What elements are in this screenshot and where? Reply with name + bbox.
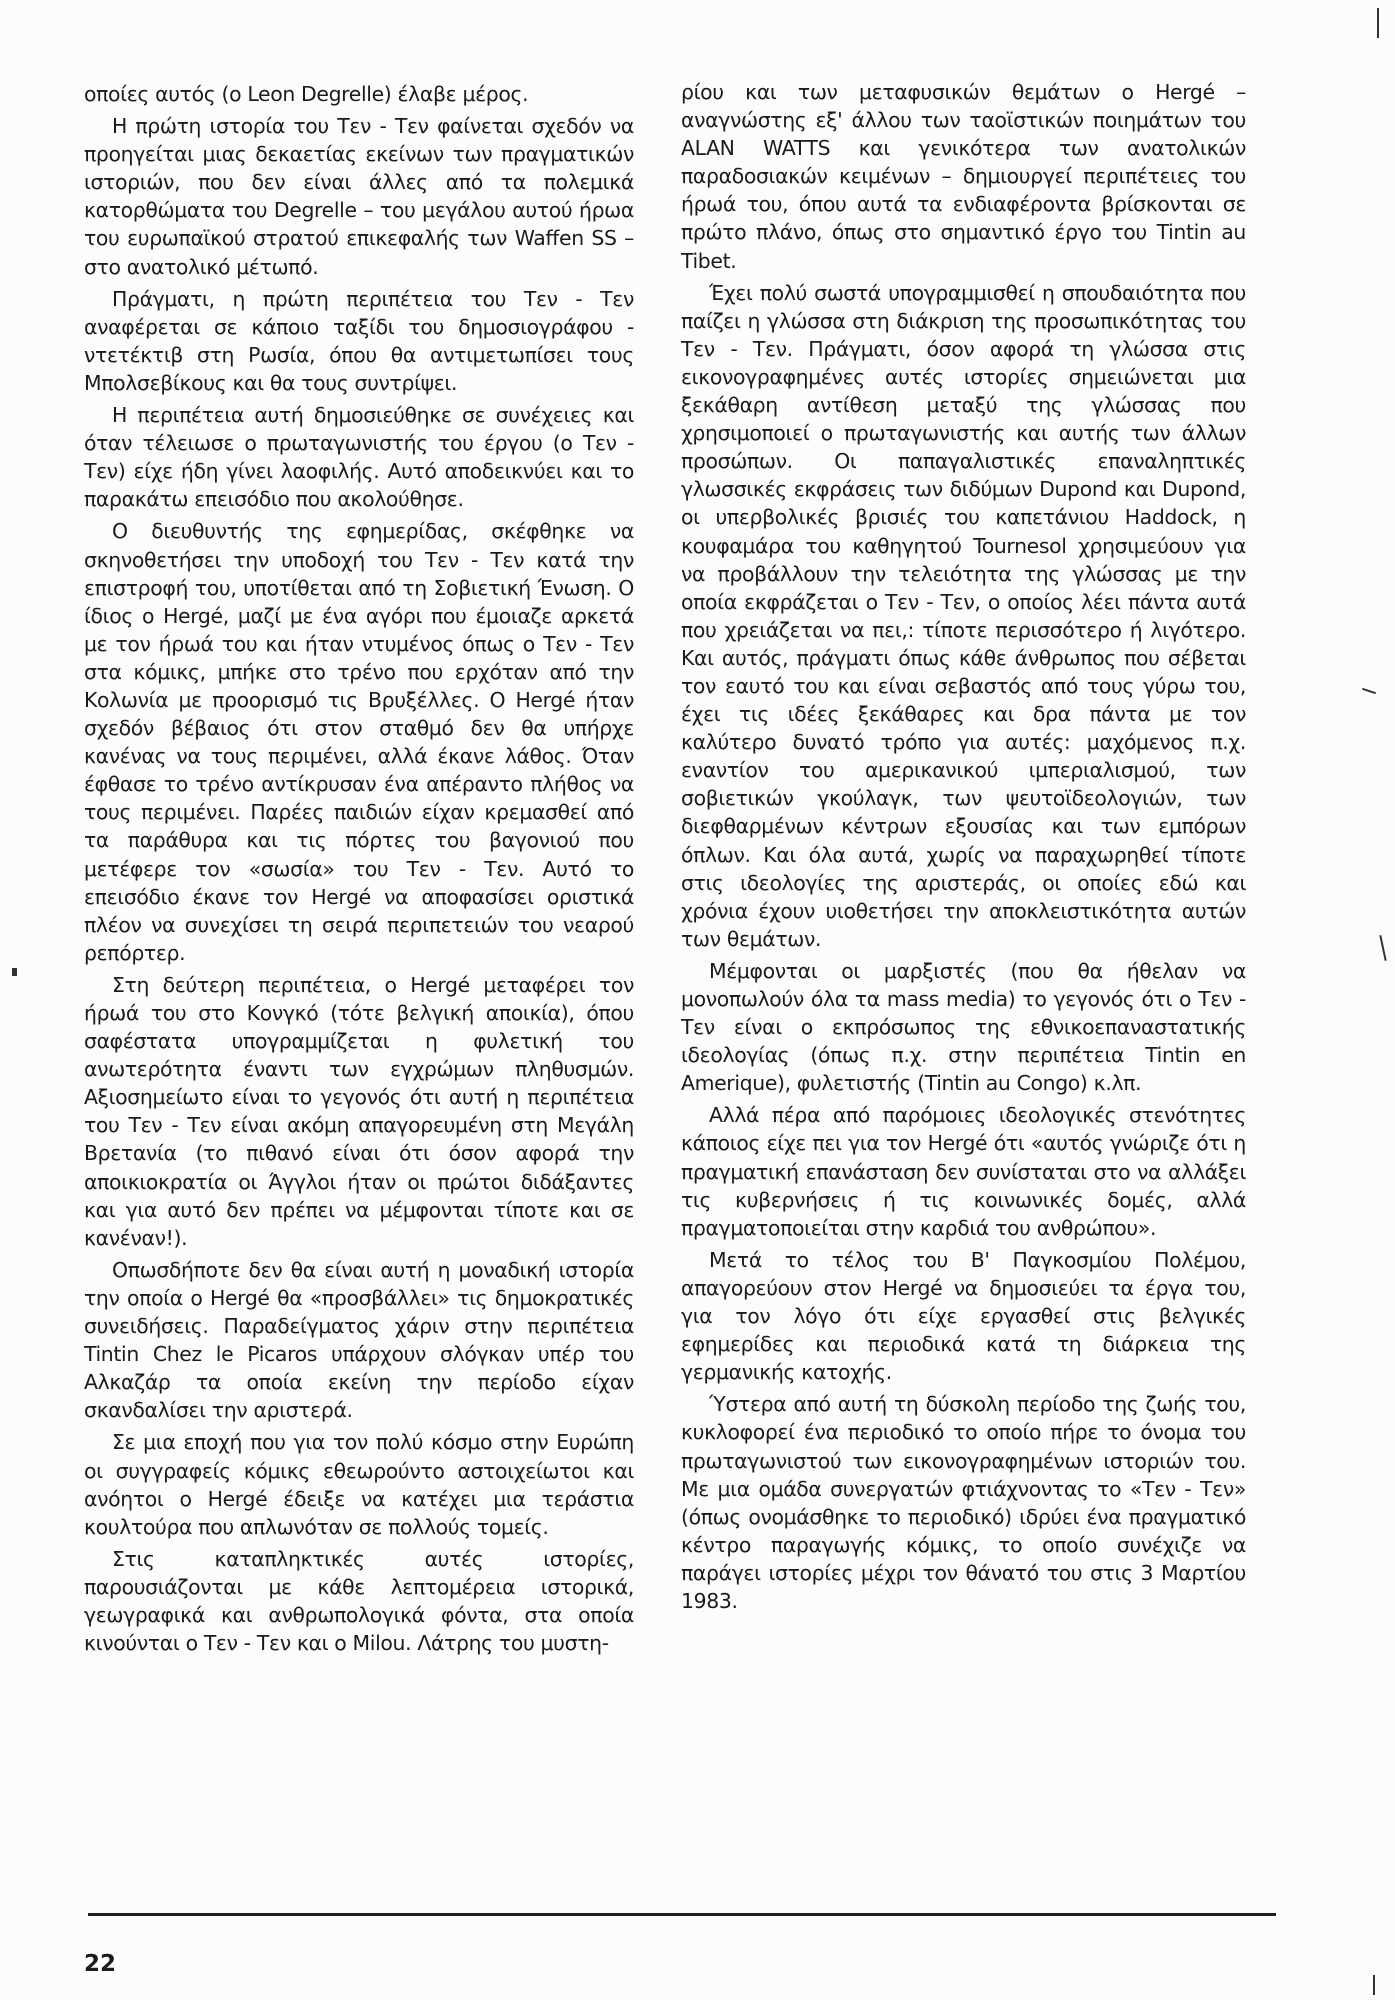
footer-rule bbox=[88, 1913, 1276, 1916]
paragraph: ρίου και των μεταφυσικών θεμάτων ο Hergé – αναγνώστης εξ' άλλου των ταοϊστικών ποιημάτων του ALAN WATTS και γενικότερα των ανατολικών παραδοσιακών κειμένων – δημιουργεί περιπέτειες του ήρωά του, όπου αυτά τα ενδιαφέροντα βρίσκονται σε πρώτο πλάνο, όπως στο σημαντικό έργο του Tintin au Tibet. bbox=[681, 80, 1246, 273]
right-column bbox=[681, 78, 1246, 1619]
paragraph: Πράγματι, η πρώτη περιπέτεια του Τεν - Τεν αναφέρεται σε κάποιο ταξίδι του δημοσιογράφου - ντετέκτιβ στη Ρωσία, όπου θα αντιμετωπίσει τους Μπολσεβίκους και θα τους συντρίψει. bbox=[84, 286, 634, 395]
scan-mark bbox=[1373, 1975, 1375, 1995]
paragraph: Στις καταπληκτικές αυτές ιστορίες, παρουσιάζονται με κάθε λεπτομέρεια ιστορικά, γεωγραφικά και ανθρωπολογικά φόντα, στα οποία κινούνται ο Τεν - Τεν και ο Milou. Λάτρης του μυστη- bbox=[84, 1546, 634, 1656]
paragraph: Ύστερα από αυτή τη δύσκολη περίοδο της ζωής του, κυκλοφορεί ένα περιοδικό το οποίο πήρε το όνομα του πρωταγωνιστού των εικονογραφημένων ιστοριών του. Με μια ομάδα συνεργατών φτιάχνοντας το «Τεν - Τεν» (όπως ονομάσθηκε το περιοδικό) ιδρύει ένα πραγματικό κέντρο παραγωγής κόμικς, το οποίο συνέχιζε να παράγει ιστορίες μέχρι τον θάνατό του στις 3 Μαρτίου 1983. bbox=[681, 1392, 1246, 1613]
paragraph: Μετά το τέλος του Β' Παγκοσμίου Πολέμου, απαγορεύουν στον Hergé να δημοσιεύει τα έργα του, για τον λόγο ότι είχε εργασθεί στις βελγικές εφημερίδες και περιοδικά κατά τη διάρκεια της γερμανικής κατοχής. bbox=[681, 1247, 1246, 1385]
paragraph: οποίες αυτός (ο Leon Degrelle) έλαβε μέρος. bbox=[84, 82, 529, 106]
paragraph: Ο διευθυντής της εφημερίδας, σκέφθηκε να σκηνοθετήσει την υποδοχή του Τεν - Τεν κατά την επιστροφή του, υποτίθεται από τη Σοβιετική Ένωση. Ο ίδιος ο Hergé, μαζί με ένα αγόρι που έμοιαζε αρκετά με τον ήρωά του και ήταν ντυμένος όπως ο Τεν - Τεν στα κόμικς, μπήκε στο τρένο που ερχόταν από την Κολωνία με προορισμό τις Βρυξέλλες. Ο Hergé ήταν σχεδόν βέβαιος ότι στον σταθμό δεν θα υπήρχε κανένας να τους περιμένει, αλλά έκανε λάθος. Όταν έφθασε το τρένο αντίκρυσαν ένα απέραντο πλήθος να τους περιμένει. Παρέες παιδιών είχαν κρεμασθεί από τα παράθυρα και τις πόρτες του βαγονιού που μετέφερε τον «σωσία» του Τεν - Τεν. Αυτό το επεισόδιο έκανε τον Hergé να αποφασίσει οριστικά πλέον να συνεχίσει τη σειρά περιπετειών του νεαρού ρεπόρτερ. bbox=[84, 519, 634, 965]
paragraph: Οπωσδήποτε δεν θα είναι αυτή η μοναδική ιστορία την οποία ο Hergé θα «προσβάλλει» τις δημοκρατικές συνειδήσεις. Παραδείγματος χάριν στην περιπέτεια Tintin Chez le Picaros υπάρχουν σλόγκαν υπέρ του Αλκαζάρ τα οποία εκείνη την περίοδο είχαν σκανδαλίσει την αριστερά. bbox=[84, 1257, 634, 1423]
paragraph: Αλλά πέρα από παρόμοιες ιδεολογικές στενότητες κάποιος είχε πει για τον Hergé ότι «αυτός γνώριζε ότι η πραγματική επανάσταση δεν συνίσταται στο να αλλάξει τις κυβερνήσεις ή τις κοινωνικές δομές, αλλά πραγματοποιείται στην καρδιά του ανθρώπου». bbox=[681, 1103, 1246, 1240]
paragraph: Έχει πολύ σωστά υπογραμμισθεί η σπουδαιότητα που παίζει η γλώσσα στη διάκριση της προσωπικότητας του Τεν - Τεν. Πράγματι, όσον αφορά τη γλώσσα στις εικονογραφημένες αυτές ιστορίες σημειώνεται μια ξεκάθαρη αντίθεση μεταξύ της γλώσσας που χρησιμοποιεί ο πρωταγωνιστής και αυτής των άλλων προσώπων. Οι παπαγαλιστικές επαναληπτικές γλωσσικές εκφράσεις των διδύμων Dupond και Dupond, οι υπερβολικές βρισιές του καπετάνιου Haddock, η κουφαμάρα του καθηγητού Tournesol χρησιμεύουν για να προβάλλουν την τελειότητα της γλώσσας με την οποία εκφράζεται ο Τεν - Τεν, ο οποίος λέει πάντα αυτά που χρειάζεται να πει,: τίποτε περισσότερο ή λιγότερο. Και αυτός, πράγματι όπως κάθε άνθρωπος που σέβεται τον εαυτό του και είναι σεβαστός από τους γύρω του, έχει τις ιδέες ξεκάθαρες και δρα πάντα με τον καλύτερο δυνατό τρόπο για αυτές: μαχόμενος π.χ. εναντίον του αμερικανικού ιμπεριαλισμού, των σοβιετικών γκούλαγκ, των ψευτοϊδεολογιών, των διεφθαρμένων κέντρων εξουσίας και των εμπόρων όπλων. Και όλα αυτά, χωρίς να παραχωρηθεί τίποτε στις ιδεολογίες της αριστεράς, οι οποίες εδώ και χρόνια έχουν υιοθετήσει την αποκλειστικότητα αυτών των θεμάτων. bbox=[681, 280, 1246, 951]
paragraph: Σε μια εποχή που για τον πολύ κόσμο στην Ευρώπη οι συγγραφείς κόμικς εθεωρούντο αστοιχείωτοι και ανόητοι ο Hergé έδειξε να κατέχει μια τεράστια κουλτούρα που απλωνόταν σε πολλούς τομείς. bbox=[84, 1430, 634, 1539]
left-column bbox=[84, 80, 634, 1661]
page-number: 22 bbox=[84, 1951, 117, 1977]
scan-mark bbox=[1377, 8, 1379, 38]
scan-mark bbox=[1362, 688, 1376, 694]
paragraph: Στη δεύτερη περιπέτεια, ο Hergé μεταφέρει τον ήρωά του στο Κονγκό (τότε βελγική αποικία), όπου σαφέστατα υπογραμμίζεται η φυλετική του ανωτερότητα έναντι των εγχρώμων πληθυσμών. Αξιοσημείωτο είναι το γεγονός ότι αυτή η περιπέτεια του Τεν - Τεν είναι ακόμη απαγορευμένη στη Μεγάλη Βρετανία (το πιθανό είναι ότι όσον αφορά την αποικιοκρατία οι Άγγλοι ήταν οι πρώτοι διδάξαντες και για αυτό δεν πρέπει να μέμφονται τίποτε και σε κανέναν!). bbox=[84, 972, 634, 1250]
paragraph: Μέμφονται οι μαρξιστές (που θα ήθελαν να μονοπωλούν όλα τα mass media) το γεγονός ότι ο Τεν - Τεν είναι ο εκπρόσωπος της εθνικοεπαναστατικής ιδεολογίας (όπως π.χ. στην περιπέτεια Tintin en Amerique), φυλετιστής (Tintin au Congo) κ.λπ. bbox=[681, 958, 1246, 1096]
paragraph: Η πρώτη ιστορία του Τεν - Τεν φαίνεται σχεδόν να προηγείται μιας δεκαετίας εκείνων των πραγματικών ιστοριών, που δεν είναι άλλες από τα πολεμικά κατορθώματα του Degrelle – του μεγάλου αυτού ήρωα του ευρωπαϊκού στρατού επικεφαλής των Waffen SS – στο ανατολικό μέτωπό. bbox=[84, 114, 634, 279]
scan-mark bbox=[1379, 935, 1386, 961]
paragraph: Η περιπέτεια αυτή δημοσιεύθηκε σε συνέχειες και όταν τέλειωσε ο πρωταγωνιστής του έργου (ο Τεν - Τεν) είχε ήδη γίνει λαοφιλής. Αυτό αποδεικνύει και το παρακάτω επεισόδιο που ακολούθησε. bbox=[84, 403, 634, 512]
scan-mark bbox=[12, 968, 17, 976]
